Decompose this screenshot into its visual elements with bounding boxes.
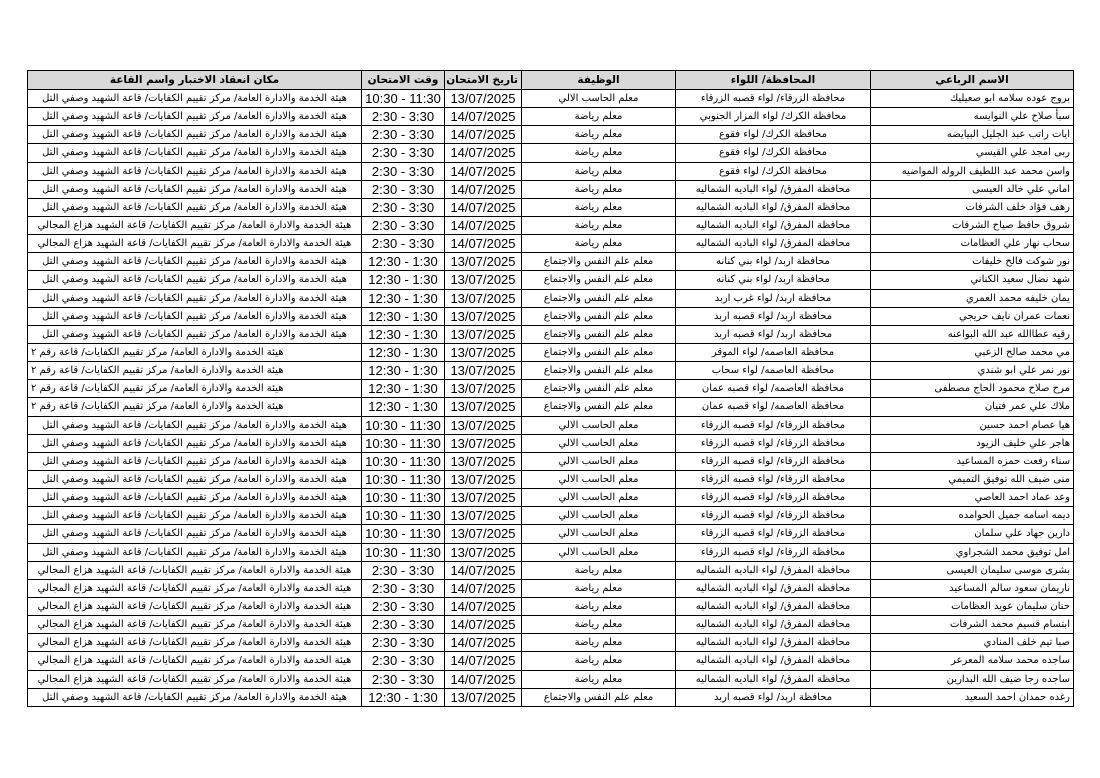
governorate-cell: محافظة الكرك/ لواء فقوع	[676, 126, 871, 144]
date-cell: 14/07/2025	[445, 634, 522, 652]
name-cell: صبا تيم خلف المنادي	[871, 634, 1074, 652]
governorate-cell: محافظة المفرق/ لواء الباديه الشماليه	[676, 670, 871, 688]
time-cell: 2:30 - 3:30	[362, 198, 445, 216]
location-cell: هيئة الخدمة والادارة العامة/ مركز تقييم الكفايات/ قاعة الشهيد وصفي التل	[28, 688, 362, 706]
time-cell: 2:30 - 3:30	[362, 108, 445, 126]
date-cell: 14/07/2025	[445, 579, 522, 597]
table-row	[28, 180, 1074, 198]
governorate-cell: محافظة الكرك/ لواء فقوع	[676, 162, 871, 180]
job-cell: معلم رياضة	[522, 198, 676, 216]
time-cell: 2:30 - 3:30	[362, 126, 445, 144]
date-cell: 13/07/2025	[445, 289, 522, 307]
table-row	[28, 688, 1074, 706]
table-row	[28, 398, 1074, 416]
location-cell: هيئة الخدمة والادارة العامة/ مركز تقييم الكفايات/ قاعة الشهيد هزاع المجالي	[28, 597, 362, 615]
location-cell: هيئة الخدمة والادارة العامة/ مركز تقييم الكفايات/ قاعة الشهيد وصفي التل	[28, 180, 362, 198]
time-cell: 10:30 - 11:30	[362, 90, 445, 108]
header-location: مكان انعقاد الاختبار واسم القاعة	[28, 71, 362, 90]
governorate-cell: محافظة المفرق/ لواء الباديه الشماليه	[676, 616, 871, 634]
table-row	[28, 652, 1074, 670]
job-cell: معلم علم النفس والاجتماع	[522, 343, 676, 361]
date-cell: 13/07/2025	[445, 271, 522, 289]
location-cell: هيئة الخدمة والادارة العامة/ مركز تقييم الكفايات/ قاعة الشهيد هزاع المجالي	[28, 652, 362, 670]
location-cell: هيئة الخدمة والادارة العامة/ مركز تقييم الكفايات/ قاعة الشهيد هزاع المجالي	[28, 634, 362, 652]
name-cell: رهف فؤاد خلف الشرفات	[871, 198, 1074, 216]
time-cell: 12:30 - 1:30	[362, 343, 445, 361]
time-cell: 10:30 - 11:30	[362, 416, 445, 434]
location-cell: هيئة الخدمة والادارة العامة/ مركز تقييم الكفايات/ قاعة الشهيد وصفي التل	[28, 108, 362, 126]
job-cell: معلم الحاسب الالي	[522, 90, 676, 108]
governorate-cell: محافظة اربد/ لواء قصبه اربد	[676, 307, 871, 325]
governorate-cell: محافظة الزرقاء/ لواء قصبه الزرقاء	[676, 525, 871, 543]
name-cell: ديمه اسامه جميل الحوامده	[871, 507, 1074, 525]
job-cell: معلم رياضة	[522, 162, 676, 180]
table-row	[28, 579, 1074, 597]
location-cell: هيئة الخدمة والادارة العامة/ مركز تقييم الكفايات/ قاعة الشهيد هزاع المجالي	[28, 561, 362, 579]
location-cell: هيئة الخدمة والادارة العامة/ مركز تقييم الكفايات/ قاعة الشهيد هزاع المجالي	[28, 235, 362, 253]
table-row	[28, 416, 1074, 434]
date-cell: 13/07/2025	[445, 253, 522, 271]
job-cell: معلم الحاسب الالي	[522, 434, 676, 452]
table-row	[28, 525, 1074, 543]
job-cell: معلم رياضة	[522, 652, 676, 670]
time-cell: 10:30 - 11:30	[362, 489, 445, 507]
exam-schedule-document	[27, 70, 1073, 707]
governorate-cell: محافظة المفرق/ لواء الباديه الشماليه	[676, 597, 871, 615]
time-cell: 10:30 - 11:30	[362, 452, 445, 470]
header-name: الاسم الرباعي	[871, 71, 1074, 90]
job-cell: معلم علم النفس والاجتماع	[522, 253, 676, 271]
table-row	[28, 325, 1074, 343]
governorate-cell: محافظة العاصمه/ لواء قصبه عمان	[676, 380, 871, 398]
governorate-cell: محافظة المفرق/ لواء الباديه الشماليه	[676, 198, 871, 216]
location-cell: هيئة الخدمة والادارة العامة/ مركز تقييم الكفايات/ قاعة الشهيد وصفي التل	[28, 144, 362, 162]
governorate-cell: محافظة المفرق/ لواء الباديه الشماليه	[676, 235, 871, 253]
table-row	[28, 380, 1074, 398]
table-row	[28, 289, 1074, 307]
job-cell: معلم رياضة	[522, 561, 676, 579]
date-cell: 13/07/2025	[445, 688, 522, 706]
governorate-cell: محافظة المفرق/ لواء الباديه الشماليه	[676, 579, 871, 597]
table-row	[28, 543, 1074, 561]
job-cell: معلم علم النفس والاجتماع	[522, 688, 676, 706]
name-cell: شهد نضال سعيد الكناني	[871, 271, 1074, 289]
governorate-cell: محافظة العاصمه/ لواء قصبه عمان	[676, 398, 871, 416]
governorate-cell: محافظة المفرق/ لواء الباديه الشماليه	[676, 652, 871, 670]
header-date: تاريخ الامتحان	[445, 71, 522, 90]
table-row	[28, 235, 1074, 253]
name-cell: رغده حمدان احمد السعيد	[871, 688, 1074, 706]
name-cell: سناء رفعت حمزه المساعيد	[871, 452, 1074, 470]
time-cell: 12:30 - 1:30	[362, 325, 445, 343]
time-cell: 2:30 - 3:30	[362, 235, 445, 253]
job-cell: معلم رياضة	[522, 235, 676, 253]
job-cell: معلم رياضة	[522, 634, 676, 652]
date-cell: 14/07/2025	[445, 126, 522, 144]
job-cell: معلم رياضة	[522, 597, 676, 615]
governorate-cell: محافظة المفرق/ لواء الباديه الشماليه	[676, 634, 871, 652]
name-cell: نور نمر علي ابو شندي	[871, 362, 1074, 380]
governorate-cell: محافظة العاصمه/ لواء سحاب	[676, 362, 871, 380]
table-row	[28, 452, 1074, 470]
location-cell: هيئة الخدمة والادارة العامة/ مركز تقييم الكفايات/ قاعة الشهيد وصفي التل	[28, 434, 362, 452]
date-cell: 13/07/2025	[445, 543, 522, 561]
name-cell: واسن محمد عبد اللطيف الروله المواضيه	[871, 162, 1074, 180]
table-header-row	[28, 71, 1074, 90]
governorate-cell: محافظة الزرقاء/ لواء قصبه الزرقاء	[676, 543, 871, 561]
table-row	[28, 434, 1074, 452]
date-cell: 14/07/2025	[445, 561, 522, 579]
location-cell: هيئة الخدمة والادارة العامة/ مركز تقييم الكفايات/ قاعة الشهيد هزاع المجالي	[28, 216, 362, 234]
governorate-cell: محافظة اربد/ لواء قصبه اربد	[676, 325, 871, 343]
time-cell: 2:30 - 3:30	[362, 616, 445, 634]
table-row	[28, 670, 1074, 688]
time-cell: 12:30 - 1:30	[362, 380, 445, 398]
exam-schedule-table	[27, 70, 1074, 707]
governorate-cell: محافظة الكرك/ لواء فقوع	[676, 144, 871, 162]
date-cell: 13/07/2025	[445, 525, 522, 543]
name-cell: بشرى موسى سليمان العيسى	[871, 561, 1074, 579]
job-cell: معلم علم النفس والاجتماع	[522, 289, 676, 307]
governorate-cell: محافظة اربد/ لواء غرب اربد	[676, 289, 871, 307]
time-cell: 12:30 - 1:30	[362, 307, 445, 325]
name-cell: حنان سليمان عويد العظامات	[871, 597, 1074, 615]
governorate-cell: محافظة المفرق/ لواء الباديه الشماليه	[676, 180, 871, 198]
location-cell: هيئة الخدمة والادارة العامة/ مركز تقييم الكفايات/ قاعة الشهيد وصفي التل	[28, 126, 362, 144]
job-cell: معلم رياضة	[522, 126, 676, 144]
date-cell: 13/07/2025	[445, 416, 522, 434]
time-cell: 2:30 - 3:30	[362, 144, 445, 162]
location-cell: هيئة الخدمة والادارة العامة/ مركز تقييم الكفايات/ قاعة الشهيد وصفي التل	[28, 253, 362, 271]
time-cell: 12:30 - 1:30	[362, 271, 445, 289]
location-cell: هيئة الخدمة والادارة العامة/ مركز تقييم الكفايات/ قاعة الشهيد وصفي التل	[28, 489, 362, 507]
governorate-cell: محافظة المفرق/ لواء الباديه الشماليه	[676, 216, 871, 234]
job-cell: معلم الحاسب الالي	[522, 489, 676, 507]
name-cell: هيا عصام احمد حسين	[871, 416, 1074, 434]
name-cell: بروج عوده سلامه ابو صعيليك	[871, 90, 1074, 108]
time-cell: 2:30 - 3:30	[362, 180, 445, 198]
job-cell: معلم علم النفس والاجتماع	[522, 307, 676, 325]
table-row	[28, 489, 1074, 507]
time-cell: 2:30 - 3:30	[362, 216, 445, 234]
governorate-cell: محافظة الزرقاء/ لواء قصبه الزرقاء	[676, 507, 871, 525]
name-cell: مي محمد صالح الزعبي	[871, 343, 1074, 361]
name-cell: سبأ صلاح علي النوايسه	[871, 108, 1074, 126]
date-cell: 14/07/2025	[445, 180, 522, 198]
date-cell: 13/07/2025	[445, 489, 522, 507]
name-cell: وعد عماد احمد العاصي	[871, 489, 1074, 507]
location-cell: هيئة الخدمة والادارة العامة/ مركز تقييم الكفايات/ قاعة الشهيد وصفي التل	[28, 507, 362, 525]
header-governorate: المحافظة/ اللواء	[676, 71, 871, 90]
job-cell: معلم علم النفس والاجتماع	[522, 380, 676, 398]
name-cell: رقيه عطاالله عبد الله البواعنه	[871, 325, 1074, 343]
job-cell: معلم رياضة	[522, 144, 676, 162]
time-cell: 2:30 - 3:30	[362, 579, 445, 597]
location-cell: هيئة الخدمة والادارة العامة/ مركز تقييم الكفايات/ قاعة الشهيد وصفي التل	[28, 416, 362, 434]
table-row	[28, 307, 1074, 325]
location-cell: هيئة الخدمة والادارة العامة/ مركز تقييم الكفايات/ قاعة الشهيد وصفي التل	[28, 271, 362, 289]
governorate-cell: محافظة اربد/ لواء بني كنانه	[676, 253, 871, 271]
governorate-cell: محافظة الزرقاء/ لواء قصبه الزرقاء	[676, 489, 871, 507]
table-row	[28, 108, 1074, 126]
governorate-cell: محافظة الزرقاء/ لواء قصبه الزرقاء	[676, 416, 871, 434]
table-row	[28, 507, 1074, 525]
time-cell: 2:30 - 3:30	[362, 597, 445, 615]
job-cell: معلم علم النفس والاجتماع	[522, 362, 676, 380]
name-cell: ابتسام قسيم محمد الشرفات	[871, 616, 1074, 634]
name-cell: ملاك علي عمر فتيان	[871, 398, 1074, 416]
name-cell: يمان خليفه محمد العمري	[871, 289, 1074, 307]
job-cell: معلم رياضة	[522, 216, 676, 234]
location-cell: هيئة الخدمة والادارة العامة/ مركز تقييم الكفايات/ قاعة رقم ٢	[28, 380, 362, 398]
governorate-cell: محافظة اربد/ لواء قصبه اربد	[676, 688, 871, 706]
governorate-cell: محافظة الزرقاء/ لواء قصبه الزرقاء	[676, 90, 871, 108]
location-cell: هيئة الخدمة والادارة العامة/ مركز تقييم الكفايات/ قاعة الشهيد وصفي التل	[28, 90, 362, 108]
date-cell: 14/07/2025	[445, 616, 522, 634]
name-cell: دارين جهاد علي سلمان	[871, 525, 1074, 543]
location-cell: هيئة الخدمة والادارة العامة/ مركز تقييم الكفايات/ قاعة الشهيد وصفي التل	[28, 162, 362, 180]
job-cell: معلم علم النفس والاجتماع	[522, 271, 676, 289]
job-cell: معلم الحاسب الالي	[522, 525, 676, 543]
job-cell: معلم رياضة	[522, 616, 676, 634]
date-cell: 13/07/2025	[445, 362, 522, 380]
date-cell: 13/07/2025	[445, 325, 522, 343]
job-cell: معلم رياضة	[522, 579, 676, 597]
date-cell: 14/07/2025	[445, 144, 522, 162]
governorate-cell: محافظة العاصمه/ لواء الموقر	[676, 343, 871, 361]
job-cell: معلم رياضة	[522, 670, 676, 688]
date-cell: 13/07/2025	[445, 380, 522, 398]
name-cell: ساجده رجا ضيف الله البدارين	[871, 670, 1074, 688]
date-cell: 13/07/2025	[445, 452, 522, 470]
table-row	[28, 253, 1074, 271]
name-cell: نور شوكت فالح خليفات	[871, 253, 1074, 271]
location-cell: هيئة الخدمة والادارة العامة/ مركز تقييم الكفايات/ قاعة الشهيد وصفي التل	[28, 452, 362, 470]
job-cell: معلم الحاسب الالي	[522, 452, 676, 470]
governorate-cell: محافظة المفرق/ لواء الباديه الشماليه	[676, 561, 871, 579]
header-job: الوظيفة	[522, 71, 676, 90]
table-row	[28, 616, 1074, 634]
date-cell: 13/07/2025	[445, 90, 522, 108]
location-cell: هيئة الخدمة والادارة العامة/ مركز تقييم الكفايات/ قاعة الشهيد وصفي التل	[28, 543, 362, 561]
table-row	[28, 561, 1074, 579]
table-row	[28, 162, 1074, 180]
date-cell: 13/07/2025	[445, 398, 522, 416]
time-cell: 10:30 - 11:30	[362, 434, 445, 452]
date-cell: 13/07/2025	[445, 507, 522, 525]
date-cell: 14/07/2025	[445, 597, 522, 615]
date-cell: 14/07/2025	[445, 216, 522, 234]
location-cell: هيئة الخدمة والادارة العامة/ مركز تقييم الكفايات/ قاعة الشهيد وصفي التل	[28, 307, 362, 325]
name-cell: هاجر علي خليف الزيود	[871, 434, 1074, 452]
time-cell: 2:30 - 3:30	[362, 652, 445, 670]
job-cell: معلم الحاسب الالي	[522, 543, 676, 561]
name-cell: نعمات عمران نايف حريجي	[871, 307, 1074, 325]
date-cell: 13/07/2025	[445, 343, 522, 361]
date-cell: 13/07/2025	[445, 470, 522, 488]
table-row	[28, 90, 1074, 108]
location-cell: هيئة الخدمة والادارة العامة/ مركز تقييم الكفايات/ قاعة الشهيد هزاع المجالي	[28, 579, 362, 597]
job-cell: معلم الحاسب الالي	[522, 507, 676, 525]
table-row	[28, 362, 1074, 380]
location-cell: هيئة الخدمة والادارة العامة/ مركز تقييم الكفايات/ قاعة الشهيد هزاع المجالي	[28, 616, 362, 634]
time-cell: 2:30 - 3:30	[362, 634, 445, 652]
job-cell: معلم علم النفس والاجتماع	[522, 325, 676, 343]
governorate-cell: محافظة اربد/ لواء بني كنانه	[676, 271, 871, 289]
location-cell: هيئة الخدمة والادارة العامة/ مركز تقييم الكفايات/ قاعة الشهيد هزاع المجالي	[28, 670, 362, 688]
time-cell: 2:30 - 3:30	[362, 162, 445, 180]
name-cell: ساجده محمد سلامه المعرعر	[871, 652, 1074, 670]
job-cell: معلم رياضة	[522, 180, 676, 198]
time-cell: 12:30 - 1:30	[362, 289, 445, 307]
name-cell: ايات راتب عبد الجليل البيايضه	[871, 126, 1074, 144]
name-cell: شروق حافظ صياح الشرفات	[871, 216, 1074, 234]
governorate-cell: محافظة الزرقاء/ لواء قصبه الزرقاء	[676, 434, 871, 452]
name-cell: منى ضيف الله توفيق التميمي	[871, 470, 1074, 488]
time-cell: 10:30 - 11:30	[362, 525, 445, 543]
governorate-cell: محافظة الكرك/ لواء المزار الجنوبي	[676, 108, 871, 126]
table-row	[28, 126, 1074, 144]
header-time: وقت الامتحان	[362, 71, 445, 90]
location-cell: هيئة الخدمة والادارة العامة/ مركز تقييم الكفايات/ قاعة الشهيد وصفي التل	[28, 325, 362, 343]
table-row	[28, 144, 1074, 162]
name-cell: سحاب نهار علي العظامات	[871, 235, 1074, 253]
location-cell: هيئة الخدمة والادارة العامة/ مركز تقييم الكفايات/ قاعة الشهيد وصفي التل	[28, 198, 362, 216]
job-cell: معلم الحاسب الالي	[522, 416, 676, 434]
date-cell: 13/07/2025	[445, 434, 522, 452]
date-cell: 14/07/2025	[445, 108, 522, 126]
location-cell: هيئة الخدمة والادارة العامة/ مركز تقييم الكفايات/ قاعة الشهيد وصفي التل	[28, 470, 362, 488]
time-cell: 12:30 - 1:30	[362, 398, 445, 416]
job-cell: معلم الحاسب الالي	[522, 470, 676, 488]
table-row	[28, 634, 1074, 652]
table-row	[28, 198, 1074, 216]
time-cell: 10:30 - 11:30	[362, 507, 445, 525]
table-row	[28, 271, 1074, 289]
job-cell: معلم رياضة	[522, 108, 676, 126]
time-cell: 2:30 - 3:30	[362, 561, 445, 579]
location-cell: هيئة الخدمة والادارة العامة/ مركز تقييم الكفايات/ قاعة رقم ٢	[28, 343, 362, 361]
time-cell: 12:30 - 1:30	[362, 362, 445, 380]
location-cell: هيئة الخدمة والادارة العامة/ مركز تقييم الكفايات/ قاعة الشهيد وصفي التل	[28, 289, 362, 307]
name-cell: امل توفيق محمد الشجراوي	[871, 543, 1074, 561]
name-cell: ناريمان سعود سالم المساعيد	[871, 579, 1074, 597]
table-row	[28, 216, 1074, 234]
date-cell: 13/07/2025	[445, 307, 522, 325]
time-cell: 12:30 - 1:30	[362, 688, 445, 706]
time-cell: 2:30 - 3:30	[362, 670, 445, 688]
location-cell: هيئة الخدمة والادارة العامة/ مركز تقييم الكفايات/ قاعة رقم ٢	[28, 362, 362, 380]
governorate-cell: محافظة الزرقاء/ لواء قصبه الزرقاء	[676, 470, 871, 488]
name-cell: اماني علي خالد العيسى	[871, 180, 1074, 198]
date-cell: 14/07/2025	[445, 652, 522, 670]
table-row	[28, 343, 1074, 361]
time-cell: 12:30 - 1:30	[362, 253, 445, 271]
time-cell: 10:30 - 11:30	[362, 543, 445, 561]
table-body	[28, 90, 1074, 707]
name-cell: مرح صلاح محمود الحاج مصطفى	[871, 380, 1074, 398]
table-row	[28, 597, 1074, 615]
governorate-cell: محافظة الزرقاء/ لواء قصبه الزرقاء	[676, 452, 871, 470]
time-cell: 10:30 - 11:30	[362, 470, 445, 488]
table-row	[28, 470, 1074, 488]
date-cell: 14/07/2025	[445, 670, 522, 688]
date-cell: 14/07/2025	[445, 162, 522, 180]
location-cell: هيئة الخدمة والادارة العامة/ مركز تقييم الكفايات/ قاعة الشهيد وصفي التل	[28, 525, 362, 543]
job-cell: معلم علم النفس والاجتماع	[522, 398, 676, 416]
date-cell: 14/07/2025	[445, 198, 522, 216]
name-cell: ربى امجد علي القيسي	[871, 144, 1074, 162]
location-cell: هيئة الخدمة والادارة العامة/ مركز تقييم الكفايات/ قاعة رقم ٢	[28, 398, 362, 416]
date-cell: 14/07/2025	[445, 235, 522, 253]
